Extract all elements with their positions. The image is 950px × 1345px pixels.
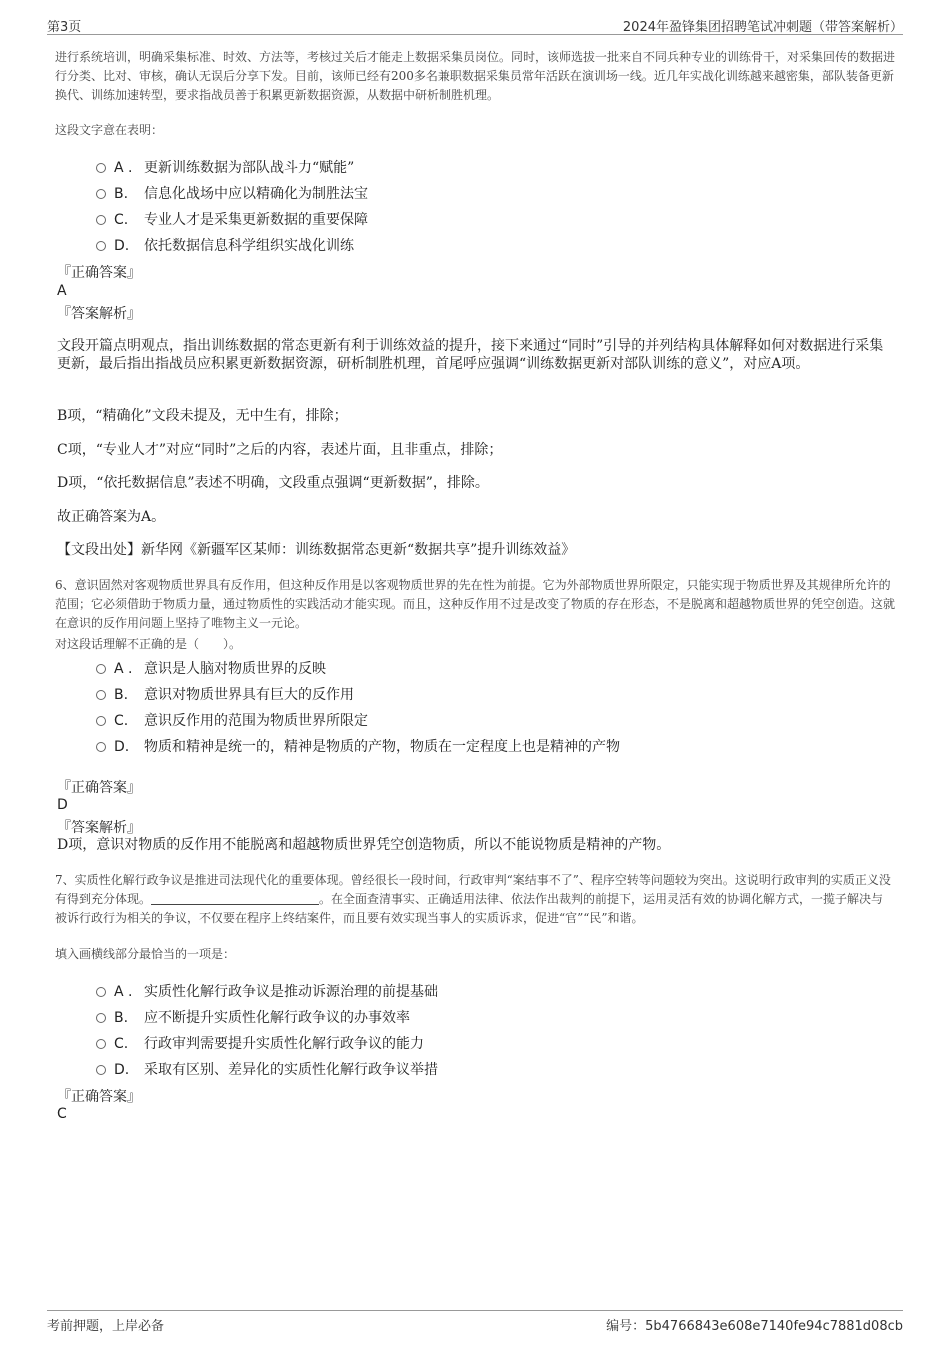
q6-analysis: D项，意识对物质的反作用不能脱离和超越物质世界凭空创造物质，所以不能说物质是精神的产物。 <box>57 837 671 853</box>
q5-option-b[interactable] <box>96 183 368 203</box>
radio-icon[interactable] <box>96 163 106 173</box>
option-letter: A . <box>114 661 133 677</box>
q6-answer: D <box>57 797 68 813</box>
option-text: 行政审判需要提升实质性化解行政争议的能力 <box>144 1036 424 1052</box>
q7-option-b[interactable] <box>96 1007 410 1027</box>
option-text: 专业人才是采集更新数据的重要保障 <box>144 212 368 228</box>
option-text: 实质性化解行政争议是推动诉源治理的前提基础 <box>144 984 438 1000</box>
q5-option-d[interactable] <box>96 235 354 255</box>
q7-answer-label: 『正确答案』 <box>57 1089 141 1105</box>
radio-icon[interactable] <box>96 215 106 225</box>
q7-option-d[interactable] <box>96 1059 438 1079</box>
q5-answer-label: 『正确答案』 <box>57 265 141 281</box>
q5-option-c[interactable] <box>96 209 368 229</box>
q7-passage <box>55 871 895 928</box>
document-code: 编号：5b4766843e608e7140fe94c7881d08cb <box>606 1319 903 1334</box>
q5-option-a[interactable] <box>96 157 354 177</box>
q5-analysis-label: 『答案解析』 <box>57 306 141 322</box>
q6-analysis-label: 『答案解析』 <box>57 820 141 836</box>
option-letter: B. <box>114 1010 129 1026</box>
radio-icon[interactable] <box>96 1039 106 1049</box>
option-text: 依托数据信息科学组织实战化训练 <box>144 238 354 254</box>
q6-stem: 对这段话理解不正确的是（ ）。 <box>55 637 242 651</box>
q5-source: 【文段出处】新华网《新疆军区某师：训练数据常态更新“数据共享”提升训练效益》 <box>57 542 576 558</box>
q6-passage: 6、意识固然对客观物质世界具有反作用，但这种反作用是以客观物质世界的先在性为前提。它为外部物质世界所限定，只能实现于物质世界及其规律所允许的范围；它必须借助于物质力量，通过物质性的实践活动才能实现。而且，这种反作用不过是改变了物质的存在形态，不是脱离和超越物质世界的凭空创造。这就在意识的反作用问题上坚持了唯物主义一元论。 <box>55 578 896 630</box>
option-letter: A . <box>114 160 133 176</box>
fill-in-blank <box>151 892 319 905</box>
option-text: 应不断提升实质性化解行政争议的办事效率 <box>144 1010 410 1026</box>
page-number: 第3页 <box>47 20 82 35</box>
q6-option-b[interactable] <box>96 684 354 704</box>
q5-analysis-c: C项，“专业人才”对应“同时”之后的内容，表述片面，且非重点，排除； <box>57 442 503 458</box>
q7-stem: 填入画横线部分最恰当的一项是： <box>55 947 236 961</box>
page-header <box>47 14 903 35</box>
q5-passage: 进行系统培训，明确采集标准、时效、方法等，考核过关后才能走上数据采集员岗位。同时，该师选拔一批来自不同兵种专业的训练骨干，对采集回传的数据进行分类、比对、审核，确认无误后分享下发。目前，该师已经有200多名兼职数据采集员常年活跃在演训场一线。近几年实战化训练越来越密集，部队装备更新换代、训练加速转型，要求指战员善于积累更新数据资源，从数据中研析制胜机理。 <box>55 50 896 102</box>
option-letter: D. <box>114 1062 130 1078</box>
option-text: 意识对物质世界具有巨大的反作用 <box>144 687 354 703</box>
footer-slogan: 考前押题，上岸必备 <box>47 1319 165 1334</box>
option-letter: C. <box>114 212 129 228</box>
option-letter: D. <box>114 238 130 254</box>
q5-answer: A <box>57 283 67 299</box>
option-letter: C. <box>114 713 129 729</box>
option-letter: B. <box>114 186 129 202</box>
q7-passage-part-2: 。在全面查清事实、正确适用法律、依法作出裁判的前提下，运用灵活有效的协调化解方式，一揽子解决与被诉行政行为相关的争议，不仅要在程序上终结案件，而且要有效实现当事人的实质诉求，促进“官”“民”和谐。 <box>55 892 884 925</box>
option-text: 采取有区别、差异化的实质性化解行政争议举措 <box>144 1062 438 1078</box>
radio-icon[interactable] <box>96 1013 106 1023</box>
q6-option-a[interactable] <box>96 658 326 678</box>
option-letter: B. <box>114 687 129 703</box>
q7-option-a[interactable] <box>96 981 438 1001</box>
radio-icon[interactable] <box>96 742 106 752</box>
option-letter: A . <box>114 984 133 1000</box>
radio-icon[interactable] <box>96 664 106 674</box>
q5-analysis-main: 文段开篇点明观点，指出训练数据的常态更新有利于训练效益的提升，接下来通过“同时”引导的并列结构具体解释如何对数据进行采集更新，最后指出指战员应积累更新数据资源，研析制胜机理，首尾呼应强调“训练数据更新对部队训练的意义”，对应A项。 <box>57 338 884 372</box>
radio-icon[interactable] <box>96 189 106 199</box>
q6-option-d[interactable] <box>96 736 620 756</box>
option-text: 意识反作用的范围为物质世界所限定 <box>144 713 368 729</box>
option-letter: D. <box>114 739 130 755</box>
radio-icon[interactable] <box>96 1065 106 1075</box>
q7-passage-part-1: 7、实质性化解行政争议是推进司法现代化的重要体现。曾经很长一段时间，行政审判“案结事不了”、程序空转等问题较为突出。这说明行政审判的实质正义没有得到充分体现。 <box>55 873 891 906</box>
radio-icon[interactable] <box>96 716 106 726</box>
option-text: 更新训练数据为部队战斗力“赋能” <box>144 160 355 176</box>
option-letter: C. <box>114 1036 129 1052</box>
q6-option-c[interactable] <box>96 710 368 730</box>
q5-conclusion: 故正确答案为A。 <box>57 509 166 525</box>
option-text: 物质和精神是统一的，精神是物质的产物，物质在一定程度上也是精神的产物 <box>144 739 620 755</box>
q5-analysis-d: D项，“依托数据信息”表述不明确，文段重点强调“更新数据”，排除。 <box>57 475 489 491</box>
q5-analysis-b: B项，“精确化”文段未提及，无中生有，排除； <box>57 408 348 424</box>
option-text: 意识是人脑对物质世界的反映 <box>144 661 326 677</box>
q6-answer-label: 『正确答案』 <box>57 780 141 796</box>
q7-answer: C <box>57 1106 67 1122</box>
radio-icon[interactable] <box>96 241 106 251</box>
q5-stem: 这段文字意在表明： <box>55 123 164 137</box>
radio-icon[interactable] <box>96 987 106 997</box>
q7-option-c[interactable] <box>96 1033 424 1053</box>
document-title: 2024年盈锋集团招聘笔试冲刺题（带答案解析） <box>622 20 903 35</box>
radio-icon[interactable] <box>96 690 106 700</box>
option-text: 信息化战场中应以精确化为制胜法宝 <box>144 186 368 202</box>
page-footer <box>47 1310 903 1333</box>
